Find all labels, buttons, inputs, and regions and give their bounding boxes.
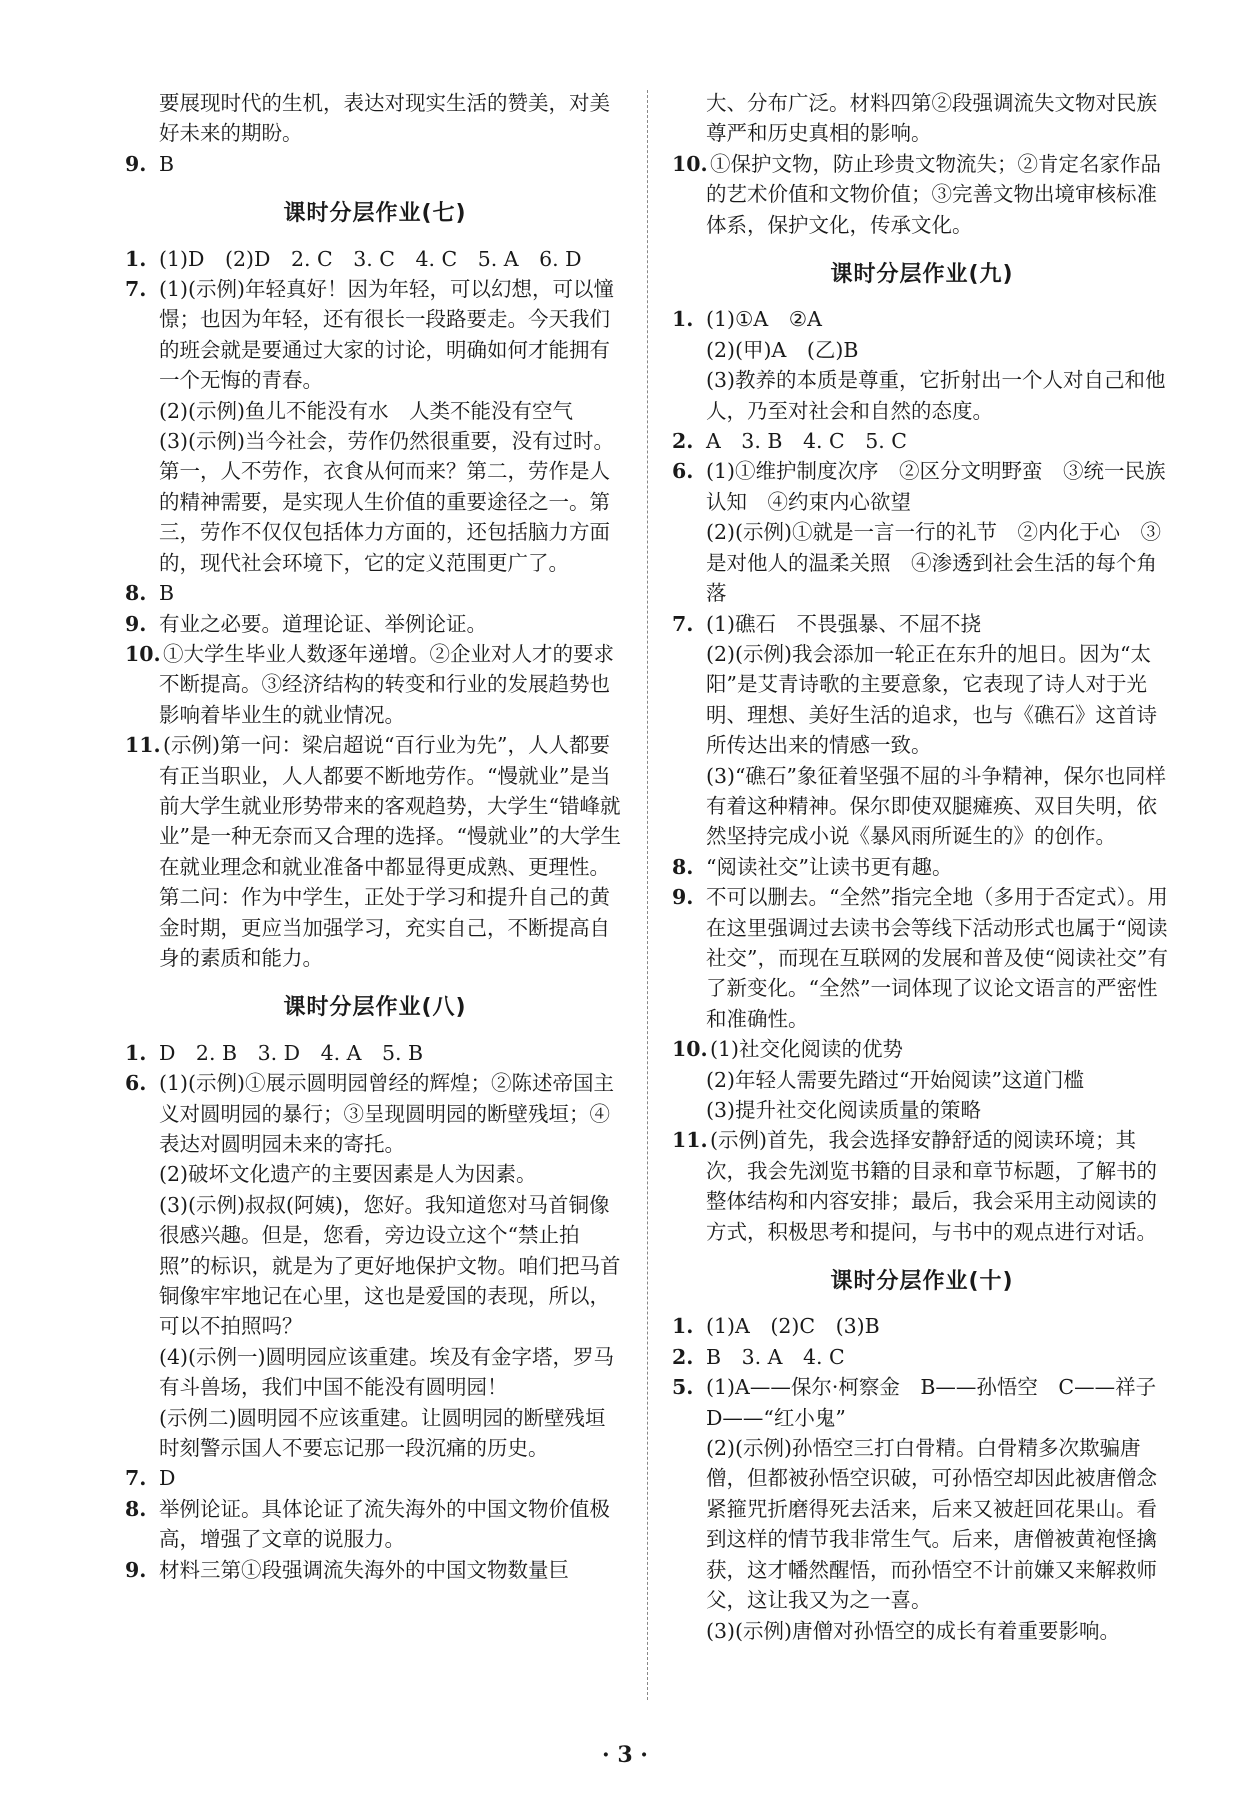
- answer-item: 1. (1)①A ②A: [672, 307, 822, 332]
- answer-subitem: (3)(示例)唐僧对孙悟空的成长有着重要影响。: [706, 1618, 1121, 1643]
- answer-item: 10. ①保护文物，防止珍贵文物流失；②肯定名家作品的艺术价值和文物价值；③完善文物出境审核标准体系，保护文化，传承文化。: [672, 151, 1161, 237]
- answer-item: 9. 有业之必要。道理论证、举例论证。: [125, 611, 487, 636]
- section-heading: 课时分层作业(八): [283, 995, 467, 1021]
- answer-item: 7. D: [125, 1466, 176, 1491]
- answer-subitem: (2)(示例)鱼儿不能没有水 人类不能没有空气: [159, 398, 574, 423]
- answer-item: 5. (1)A——保尔·柯察金 B——孙悟空 C——祥子 D——“红小鬼”: [672, 1375, 1177, 1430]
- answer-item: 7. (1)(示例)年轻真好！因为年轻，可以幻想，可以憧憬；也因为年轻，还有很长一段路要走。今天我们的班会就是要通过大家的讨论，明确如何才能拥有一个无悔的青春。: [125, 277, 615, 393]
- answer-item: 9. 不可以删去。“全然”指完全地（多用于否定式）。用在这里强调过去读书会等线下活动形式也属于“阅读社交”，而现在互联网的发展和普及使“阅读社交”有了新变化。“全然”一词体现了议论文语言的严密性和准确性。: [672, 885, 1168, 1031]
- answer-subitem: (2)(甲)A (乙)B: [706, 337, 859, 362]
- answer-item: 8. B: [125, 581, 175, 606]
- answer-item: 7. (1)礁石 不畏强暴、不屈不挠: [672, 611, 982, 636]
- answer-item: 2. A 3. B 4. C 5. C: [672, 429, 907, 454]
- answer-item: 2. B 3. A 4. C: [672, 1344, 845, 1369]
- answer-item: 8. 举例论证。具体论证了流失海外的中国文物价值极高，增强了文章的说服力。: [125, 1496, 610, 1552]
- section-heading: 课时分层作业(七): [283, 201, 467, 227]
- answer-item: 10. ①大学生毕业人数逐年递增。②企业对人才的要求不断提高。③经济结构的转变和行业的发展趋势也影响着毕业生的就业情况。: [125, 641, 614, 727]
- answer-item: 9. 材料三第①段强调流失海外的中国文物数量巨: [125, 1557, 569, 1582]
- answer-subitem: (2)(示例)我会添加一轮正在东升的旭日。因为“太阳”是艾青诗歌的主要意象，它表现了诗人对于光明、理想、美好生活的追求，也与《礁石》这首诗所传达出来的情感一致。: [706, 641, 1157, 758]
- answer-item: 8. “阅读社交”让读书更有趣。: [672, 854, 953, 879]
- text-continuation: 要展现时代的生机，表达对现实生活的赞美，对美好未来的期盼。: [159, 91, 610, 146]
- answer-subitem: (3)“礁石”象征着坚强不屈的斗争精神，保尔也同样有着这种精神。保尔即使双腿瘫痪、双目失明，依然坚持完成小说《暴风雨所诞生的》的创作。: [706, 763, 1166, 849]
- answer-item: 1. (1)D (2)D 2. C 3. C 4. C 5. A 6. D: [125, 246, 582, 271]
- answer-item: 6. (1)(示例)①展示圆明园曾经的辉煌；②陈述帝国主义对圆明园的暴行；③呈现圆明园的断壁残垣；④表达对圆明园未来的寄托。: [125, 1071, 615, 1156]
- page-number: · 3 ·: [602, 1742, 648, 1768]
- answer-subitem: (3)提升社交化阅读质量的策略: [706, 1098, 982, 1122]
- answer-subitem: (2)(示例)①就是一言一行的礼节 ②内化于心 ③是对他人的温柔关照 ④渗透到社会生活的每个角落: [706, 520, 1162, 606]
- section-heading: 课时分层作业(九): [830, 262, 1014, 288]
- section-heading: 课时分层作业(十): [830, 1269, 1014, 1295]
- answer-item: 1. (1)A (2)C (3)B: [672, 1314, 880, 1339]
- answer-subitem: (2)年轻人需要先踏过“开始阅读”这道门槛: [706, 1067, 1084, 1092]
- answer-item: 9. B: [125, 151, 175, 176]
- answer-item: 11. (示例)第一问：梁启超说“百行业为先”，人人都要有正当职业，人人都要不断地劳作。“慢就业”是当前大学生就业形势带来的客观趋势，大学生“错峰就业”是一种无奈而又合理的选择。“慢就业”的大学生在就业理念和就业准备中都显得更成熟、更理性。第二问：作为中学生，正处于学习和提升自己的黄金时期，更应当加强学习，充实自己，不断提高自身的素质和能力。: [125, 733, 621, 970]
- answer-subitem: (示例二)圆明园不应该重建。让圆明园的断壁残垣时刻警示国人不要忘记那一段沉痛的历史。: [159, 1405, 606, 1461]
- answer-item: 1. D 2. B 3. D 4. A 5. B: [125, 1040, 424, 1065]
- answer-subitem: (3)(示例)叔叔(阿姨)，您好。我知道您对马首铜像很感兴趣。但是，您看，旁边设立这个“禁止拍照”的标识，就是为了更好地保护文物。咱们把马首铜像牢牢地记在心里，这也是爱国的表现，所以，可以不拍照吗？: [159, 1192, 621, 1339]
- answer-subitem: (2)破坏文化遗产的主要因素是人为因素。: [159, 1162, 537, 1187]
- right-column: [672, 88, 1177, 1646]
- answer-subitem: (4)(示例一)圆明园应该重建。埃及有金字塔，罗马有斗兽场，我们中国不能没有圆明园！: [159, 1344, 615, 1400]
- answer-subitem: (3)(示例)当今社会，劳作仍然很重要，没有过时。第一，人不劳作，衣食从何而来？第二，劳作是人的精神需要，是实现人生价值的重要途径之一。第三，劳作不仅仅包括体力方面的，还包括脑力方面的，现代社会环境下，它的定义范围更广了。: [159, 429, 615, 575]
- column-divider: [647, 90, 648, 1700]
- answer-subitem: (3)教养的本质是尊重，它折射出一个人对自己和他人，乃至对社会和自然的态度。: [706, 368, 1166, 423]
- answer-item: 6. (1)①维护制度次序 ②区分文明野蛮 ③统一民族认知 ④约束内心欲望: [672, 459, 1166, 514]
- text-continuation: 大、分布广泛。材料四第②段强调流失文物对民族尊严和历史真相的影响。: [706, 91, 1157, 146]
- answer-item: 10. (1)社交化阅读的优势: [672, 1037, 904, 1062]
- answer-item: 11. (示例)首先，我会选择安静舒适的阅读环境；其次，我会先浏览书籍的目录和章节标题，了解书的整体结构和内容安排；最后，我会采用主动阅读的方式，积极思考和提问，与书中的观点进行对话。: [672, 1128, 1157, 1244]
- answer-subitem: (2)(示例)孙悟空三打白骨精。白骨精多次欺骗唐僧，但都被孙悟空识破，可孙悟空却因此被唐僧念紧箍咒折磨得死去活来，后来又被赶回花果山。看到这样的情节我非常生气。后来，唐僧被黄袍怪擒获，这才幡然醒悟，而孙悟空不计前嫌又来解救师父，这让我又为之一喜。: [706, 1436, 1157, 1613]
- left-column: [125, 88, 625, 1585]
